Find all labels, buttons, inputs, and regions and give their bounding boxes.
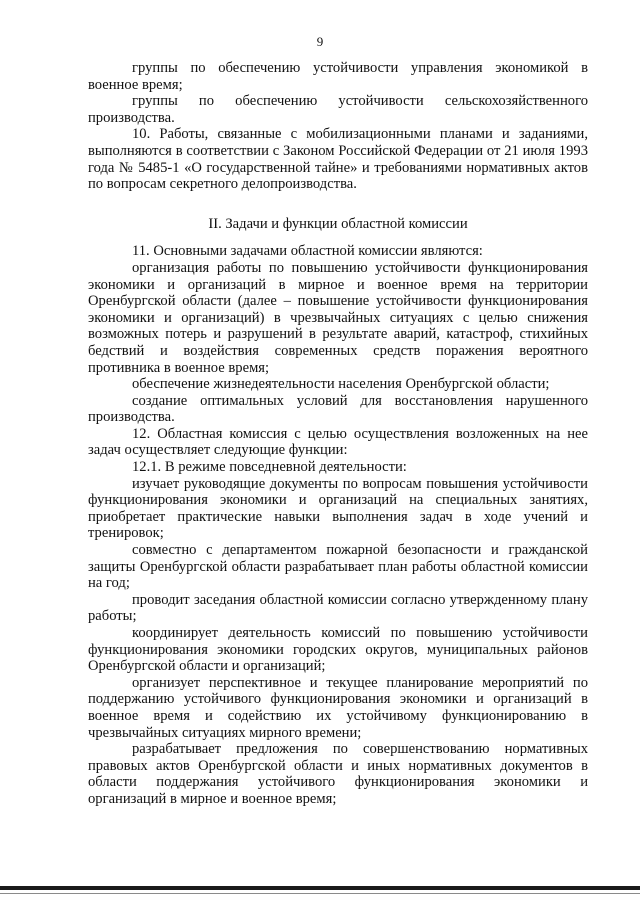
- paragraph-function-coordination: координирует деятельность комиссий по повышению устойчивости функционирования экономики городских округов, муниципальных районов Оренбургской области и организаций;: [88, 625, 588, 675]
- paragraph-11: 11. Основными задачами областной комиссии являются:: [132, 243, 483, 260]
- paragraph-12-1: 12.1. В режиме повседневной деятельности:: [132, 459, 407, 476]
- paragraph-group-agriculture: группы по обеспечению устойчивости сельскохозяйственного производства.: [88, 93, 588, 126]
- paragraph-10: 10. Работы, связанные с мобилизационными планами и заданиями, выполняются в соответствии с Законом Российской Федерации от 21 июля 1993 года № 5485-1 «О государственной тайне» и требованиями нормативных актов по вопросам секретного делопроизводства.: [88, 126, 588, 193]
- paragraph-function-meetings: проводит заседания областной комиссии согласно утвержденному плану работы;: [88, 591, 588, 625]
- paragraph-12: 12. Областная комиссия с целью осуществления возложенных на нее задач осуществляет следующие функции:: [88, 425, 588, 459]
- paragraph-function-plan: совместно с департаментом пожарной безопасности и гражданской защиты Оренбургской области разрабатывает план работы областной комиссии на год;: [88, 542, 588, 592]
- bottom-rule: [0, 886, 640, 890]
- paragraph-function-study: изучает руководящие документы по вопросам повышения устойчивости функционирования экономики и организаций на специальных занятиях, приобретает практические навыки выполнения задач в ходе учений и тренировок;: [88, 475, 588, 542]
- document-body: [88, 60, 588, 808]
- page-number: 9: [316, 34, 324, 49]
- section-heading: II. Задачи и функции областной комиссии: [208, 215, 468, 232]
- paragraph-function-proposals: разрабатывает предложения по совершенствованию нормативных правовых актов Оренбургской области и иных нормативных документов в области поддержания устойчивого функционирования экономики и организаций в мирное и военное время;: [88, 741, 588, 807]
- paragraph-group-economy: группы по обеспечению устойчивости управления экономикой в военное время;: [88, 60, 588, 93]
- bottom-rule-edge: [0, 893, 640, 894]
- paragraph-task-life-support: обеспечение жизнедеятельности населения Оренбургской области;: [132, 376, 550, 393]
- paragraph-function-planning: организует перспективное и текущее планирование мероприятий по поддержанию устойчивого функционирования экономики и организаций в военное время и содействию их устойчивому функционированию в чрезвычайных ситуациях мирного времени;: [88, 674, 588, 741]
- paragraph-task-restoration: создание оптимальных условий для восстановления нарушенного производства.: [88, 392, 588, 426]
- paragraph-task-organization: организация работы по повышению устойчивости функционирования экономики и организаций в мирное и военное время на территории Оренбургской области (далее – повышение устойчивости функционирования экономики и организаций) в чрезвычайных ситуациях с целью снижения возможных потерь и разрушений в результате аварий, катастроф, стихийных бедствий и воздействия современных средств поражения вероятного противника в военное время;: [88, 259, 588, 376]
